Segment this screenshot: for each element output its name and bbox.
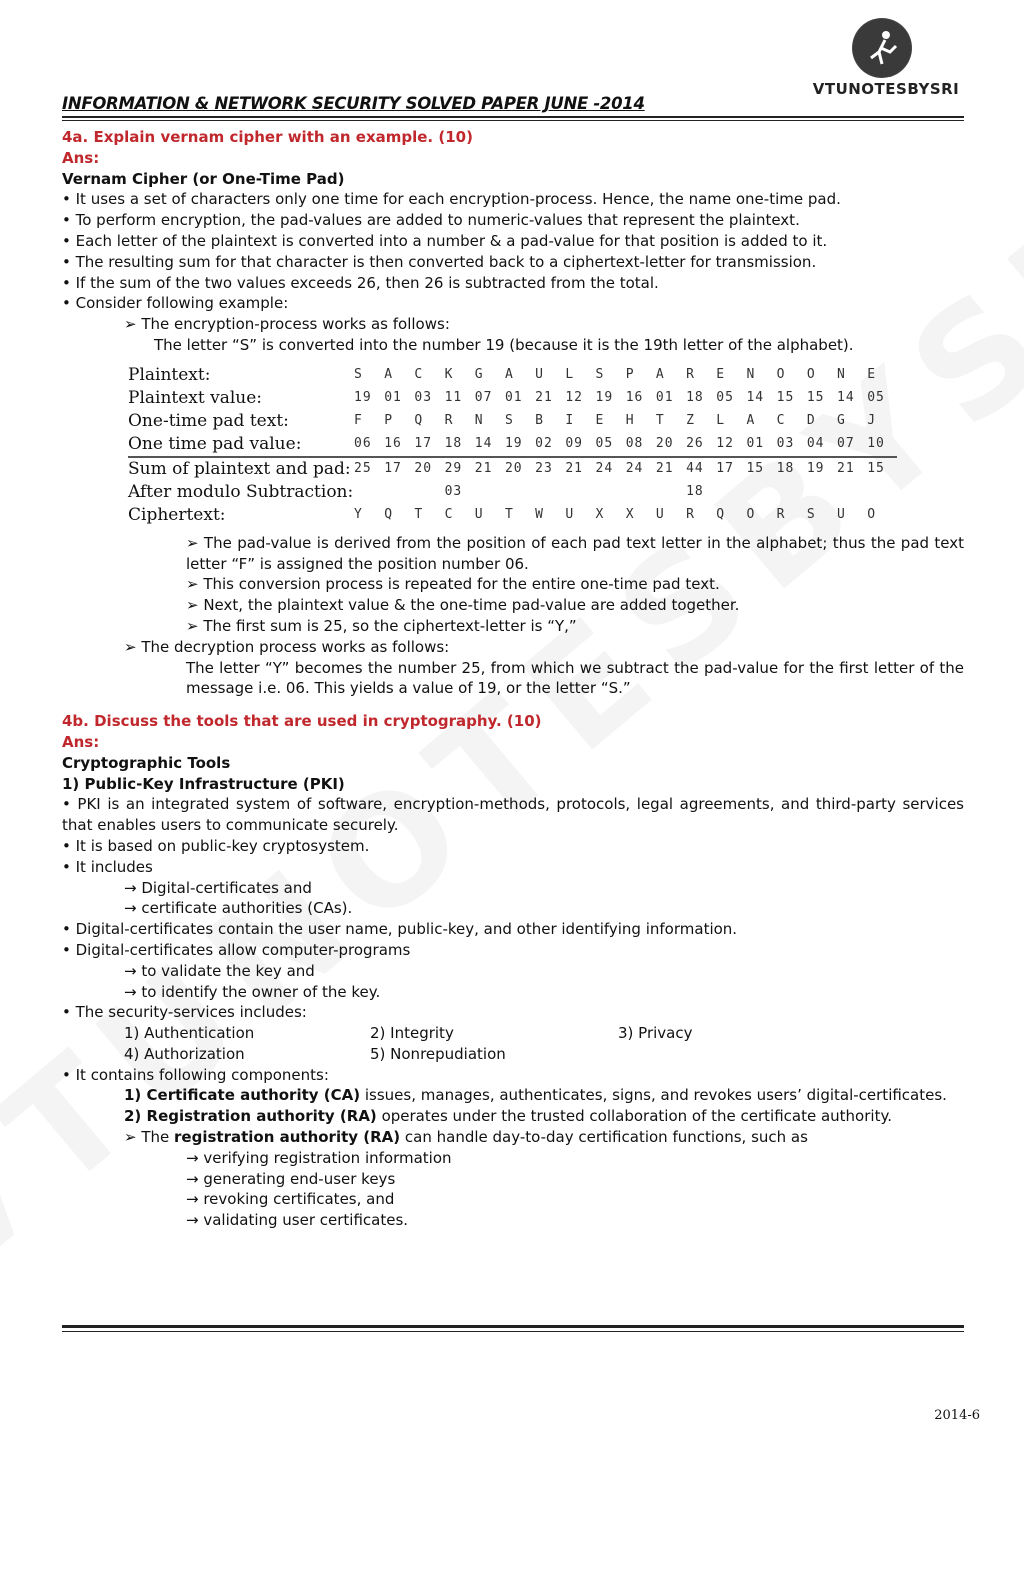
row-label: One-time pad text: bbox=[128, 410, 289, 431]
table-cell: 21 bbox=[565, 457, 595, 481]
list-item: → to identify the owner of the key. bbox=[124, 982, 381, 1001]
table-cell: O bbox=[776, 366, 786, 382]
table-cell: L bbox=[565, 366, 575, 382]
table-cell: N bbox=[746, 366, 756, 382]
table-cell: R bbox=[776, 506, 786, 522]
table-cell: 18 bbox=[686, 389, 704, 405]
table-cell: 01 bbox=[655, 389, 674, 405]
bullet: • The security-services includes: bbox=[62, 1003, 307, 1022]
component-ra bbox=[62, 1106, 964, 1127]
table-cell: 06 bbox=[354, 435, 372, 451]
decryption-line: The letter “Y” becomes the number 25, from which we subtract the pad-value for the first letter of the message i.e. 06. This yields a value of 19, or the letter “S.” bbox=[186, 658, 964, 698]
table-cell: 09 bbox=[565, 435, 583, 451]
section-heading: Vernam Cipher (or One-Time Pad) bbox=[62, 169, 345, 188]
component-label: 1) Certificate authority (CA) bbox=[124, 1086, 361, 1105]
vernam-table bbox=[128, 364, 964, 527]
table-cell bbox=[565, 481, 595, 504]
table-cell: N bbox=[474, 412, 484, 428]
bullet: • Digital-certificates contain the user name, public-key, and other identifying information. bbox=[62, 920, 738, 939]
header-divider bbox=[62, 116, 964, 118]
table-cell: F bbox=[354, 412, 363, 428]
table-cell: 05 bbox=[716, 389, 734, 405]
table-cell bbox=[777, 481, 807, 504]
bullet: • The resulting sum for that character is then converted back to a ciphertext-letter for transmission. bbox=[62, 252, 817, 271]
table-cell: 04 bbox=[806, 435, 825, 451]
table-cell: 44 bbox=[686, 457, 716, 481]
table-cell: A bbox=[384, 366, 394, 382]
bullet: • PKI is an integrated system of software, encryption-methods, protocols, legal agreements, and third-party services that enables users to communicate securely. bbox=[62, 795, 964, 835]
table-cell: A bbox=[655, 366, 665, 382]
table-cell: N bbox=[837, 366, 846, 382]
table-cell: 02 bbox=[535, 435, 553, 451]
table-cell: 20 bbox=[655, 435, 674, 451]
table-cell: C bbox=[444, 506, 454, 522]
table-cell: 10 bbox=[867, 435, 885, 451]
subsection-heading: 1) Public-Key Infrastructure (PKI) bbox=[62, 774, 345, 793]
table-cell: G bbox=[837, 412, 846, 428]
table-cell: 03 bbox=[776, 435, 795, 451]
bullet: • Each letter of the plaintext is converted into a number & a pad-value for that position is added to it. bbox=[62, 231, 828, 250]
row-label: After modulo Subtraction: bbox=[128, 481, 354, 502]
bullet: • Digital-certificates allow computer-programs bbox=[62, 940, 411, 959]
ra-text: can handle day-to-day certification functions, such as bbox=[400, 1128, 808, 1147]
table-cell: E bbox=[867, 366, 877, 382]
table-cell: 29 bbox=[445, 457, 475, 481]
table-cell: E bbox=[716, 366, 726, 382]
row-label: Sum of plaintext and pad: bbox=[128, 457, 354, 481]
table-cell: X bbox=[595, 506, 605, 522]
table-row bbox=[128, 457, 897, 481]
table-cell: Z bbox=[686, 412, 695, 428]
table-cell: H bbox=[625, 412, 635, 428]
table-cell: U bbox=[565, 506, 575, 522]
table-cell bbox=[414, 481, 444, 504]
table-cell: 24 bbox=[596, 457, 626, 481]
table-cell: 26 bbox=[686, 435, 704, 451]
list-item: → certificate authorities (CAs). bbox=[124, 899, 353, 918]
table-cell: 15 bbox=[776, 389, 795, 405]
table-cell: P bbox=[625, 366, 635, 382]
list-item: → verifying registration information bbox=[186, 1148, 452, 1167]
table-cell: 14 bbox=[746, 389, 765, 405]
decryption-heading: ➢ The decryption process works as follows: bbox=[124, 637, 450, 656]
document-body bbox=[62, 127, 964, 1231]
pad-note: ➢ Next, the plaintext value & the one-time pad-value are added together. bbox=[186, 596, 740, 615]
table-cell: T bbox=[504, 506, 514, 522]
table-cell: 19 bbox=[807, 457, 837, 481]
table-cell: 14 bbox=[474, 435, 493, 451]
service-item: 1) Authentication bbox=[124, 1024, 255, 1043]
bullet: • It includes bbox=[62, 857, 153, 876]
table-cell: 17 bbox=[414, 435, 433, 451]
table-cell: S bbox=[354, 366, 363, 382]
list-item: → Digital-certificates and bbox=[124, 878, 312, 897]
table-cell: 24 bbox=[626, 457, 656, 481]
table-row bbox=[128, 433, 897, 457]
encryption-line: The letter “S” is converted into the number 19 (because it is the 19th letter of the alphabet). bbox=[154, 335, 854, 354]
ra-bold: registration authority (RA) bbox=[174, 1128, 401, 1147]
component-label: 2) Registration authority (RA) bbox=[124, 1107, 377, 1126]
question-4b: 4b. Discuss the tools that are used in cryptography. (10) bbox=[62, 712, 542, 731]
answer-label: Ans: bbox=[62, 732, 100, 751]
table-cell: 14 bbox=[837, 389, 855, 405]
table-cell: 19 bbox=[504, 435, 523, 451]
table-cell: 11 bbox=[444, 389, 463, 405]
component-text: operates under the trusted collaboration of the certificate authority. bbox=[376, 1107, 892, 1126]
pad-note: ➢ The pad-value is derived from the position of each pad text letter in the alphabet; thus the pad text letter “F” is assigned the position number 06. bbox=[186, 533, 964, 573]
table-cell: 19 bbox=[354, 389, 372, 405]
table-cell bbox=[716, 481, 746, 504]
table-cell: C bbox=[776, 412, 786, 428]
bullet: • It contains following components: bbox=[62, 1065, 329, 1084]
table-cell: 16 bbox=[625, 389, 644, 405]
table-row bbox=[128, 481, 897, 504]
page-number: 2014-6 bbox=[934, 1408, 980, 1423]
table-cell: Q bbox=[414, 412, 424, 428]
table-cell: 16 bbox=[384, 435, 402, 451]
table-cell: 20 bbox=[414, 457, 444, 481]
table-cell: 08 bbox=[625, 435, 644, 451]
table-cell: R bbox=[686, 506, 695, 522]
table-cell: Q bbox=[384, 506, 394, 522]
table-cell: C bbox=[414, 366, 424, 382]
table-cell bbox=[475, 481, 505, 504]
table-cell: O bbox=[806, 366, 816, 382]
table-row bbox=[128, 387, 897, 410]
table-cell: I bbox=[565, 412, 575, 428]
table-cell: 25 bbox=[354, 457, 384, 481]
encryption-heading: ➢ The encryption-process works as follows: bbox=[124, 315, 450, 334]
table-cell: 17 bbox=[716, 457, 746, 481]
ra-prefix: ➢ The bbox=[124, 1128, 175, 1147]
component-text: issues, manages, authenticates, signs, and revokes users’ digital-certificates. bbox=[360, 1086, 947, 1105]
table-cell: 15 bbox=[867, 457, 897, 481]
table-cell: 18 bbox=[686, 483, 704, 499]
table-cell: U bbox=[837, 506, 846, 522]
table-cell: R bbox=[444, 412, 454, 428]
row-label: Ciphertext: bbox=[128, 504, 226, 525]
table-cell: S bbox=[806, 506, 816, 522]
table-cell: 17 bbox=[384, 457, 414, 481]
table-cell: 01 bbox=[384, 389, 402, 405]
table-cell: 05 bbox=[867, 389, 885, 405]
table-cell bbox=[535, 481, 565, 504]
pad-note: ➢ The first sum is 25, so the ciphertext-letter is “Y,” bbox=[186, 616, 577, 635]
table-cell: Y bbox=[354, 506, 363, 522]
table-cell: 23 bbox=[535, 457, 565, 481]
table-cell: 12 bbox=[565, 389, 583, 405]
service-item: 5) Nonrepudiation bbox=[370, 1044, 506, 1063]
table-cell: 07 bbox=[474, 389, 493, 405]
table-cell: O bbox=[746, 506, 756, 522]
table-cell bbox=[626, 481, 656, 504]
table-cell: 07 bbox=[837, 435, 855, 451]
list-item: → to validate the key and bbox=[124, 961, 315, 980]
service-item: 2) Integrity bbox=[370, 1024, 454, 1043]
table-cell: X bbox=[625, 506, 635, 522]
table-row bbox=[128, 504, 897, 527]
header-divider-thin bbox=[62, 120, 964, 121]
question-4a: 4a. Explain vernam cipher with an example. (10) bbox=[62, 128, 473, 146]
table-cell: 18 bbox=[777, 457, 807, 481]
table-cell: S bbox=[504, 412, 514, 428]
bullet: • If the sum of the two values exceeds 26, then 26 is subtracted from the total. bbox=[62, 273, 659, 292]
bullet: • Consider following example: bbox=[62, 294, 289, 313]
table-cell bbox=[807, 481, 837, 504]
table-cell: W bbox=[535, 506, 544, 522]
pad-note: ➢ This conversion process is repeated for the entire one-time pad text. bbox=[186, 575, 720, 594]
table-cell: D bbox=[806, 412, 816, 428]
table-cell: 01 bbox=[504, 389, 523, 405]
table-cell bbox=[596, 481, 626, 504]
list-item: → validating user certificates. bbox=[186, 1211, 409, 1230]
table-cell: 18 bbox=[444, 435, 463, 451]
table-cell: 03 bbox=[444, 483, 463, 499]
row-label: Plaintext: bbox=[128, 364, 211, 385]
table-cell: 12 bbox=[716, 435, 734, 451]
table-cell bbox=[354, 481, 384, 504]
services-row bbox=[62, 1044, 964, 1065]
table-cell: 19 bbox=[595, 389, 614, 405]
table-row bbox=[128, 410, 897, 433]
list-item: → revoking certificates, and bbox=[186, 1190, 395, 1209]
table-cell: 05 bbox=[595, 435, 614, 451]
bullet: • It uses a set of characters only one time for each encryption-process. Hence, the name one-time pad. bbox=[62, 190, 841, 209]
table-cell: 21 bbox=[535, 389, 553, 405]
table-cell: Q bbox=[716, 506, 726, 522]
table-cell: T bbox=[414, 506, 424, 522]
table-cell: J bbox=[867, 412, 877, 428]
row-label: One time pad value: bbox=[128, 433, 302, 454]
table-cell: A bbox=[504, 366, 514, 382]
table-cell: 21 bbox=[475, 457, 505, 481]
table-row bbox=[128, 364, 897, 387]
answer-label: Ans: bbox=[62, 148, 100, 167]
table-cell: 21 bbox=[656, 457, 686, 481]
table-cell bbox=[656, 481, 686, 504]
table-cell: 01 bbox=[746, 435, 765, 451]
bullet: • It is based on public-key cryptosystem. bbox=[62, 836, 370, 855]
table-cell bbox=[867, 481, 897, 504]
table-cell: P bbox=[384, 412, 394, 428]
page-title: INFORMATION & NETWORK SECURITY SOLVED PAPER JUNE -2014 bbox=[62, 94, 645, 113]
table-cell bbox=[505, 481, 535, 504]
table-cell: 03 bbox=[414, 389, 433, 405]
logo-text: VTUNOTESBYSRI bbox=[812, 80, 960, 98]
row-label: Plaintext value: bbox=[128, 387, 263, 408]
service-item: 3) Privacy bbox=[618, 1024, 693, 1043]
climber-logo-icon bbox=[852, 18, 912, 78]
table-cell: O bbox=[867, 506, 877, 522]
section-heading: Cryptographic Tools bbox=[62, 753, 231, 772]
bullet: • To perform encryption, the pad-values are added to numeric-values that represent the plaintext. bbox=[62, 211, 800, 230]
table-cell: K bbox=[444, 366, 454, 382]
table-cell: B bbox=[535, 412, 544, 428]
table-cell: 15 bbox=[806, 389, 825, 405]
table-cell bbox=[837, 481, 867, 504]
table-cell: A bbox=[746, 412, 756, 428]
table-cell: 20 bbox=[505, 457, 535, 481]
table-cell: 15 bbox=[746, 457, 776, 481]
table-cell bbox=[384, 481, 414, 504]
table-cell bbox=[746, 481, 776, 504]
table-cell: R bbox=[686, 366, 695, 382]
table-cell: E bbox=[595, 412, 605, 428]
logo bbox=[806, 18, 966, 108]
table-cell: G bbox=[474, 366, 484, 382]
service-item: 4) Authorization bbox=[124, 1044, 245, 1063]
services-row bbox=[62, 1023, 964, 1044]
table-cell: T bbox=[655, 412, 665, 428]
footer-divider-thin bbox=[62, 1331, 964, 1332]
table-cell: U bbox=[655, 506, 665, 522]
table-cell: S bbox=[595, 366, 605, 382]
table-cell: U bbox=[535, 366, 544, 382]
table-cell: L bbox=[716, 412, 726, 428]
table-cell: 21 bbox=[837, 457, 867, 481]
component-ca bbox=[62, 1085, 964, 1106]
footer-divider bbox=[62, 1325, 964, 1328]
ra-functions bbox=[62, 1127, 964, 1148]
list-item: → generating end-user keys bbox=[186, 1169, 396, 1188]
table-cell: U bbox=[474, 506, 484, 522]
